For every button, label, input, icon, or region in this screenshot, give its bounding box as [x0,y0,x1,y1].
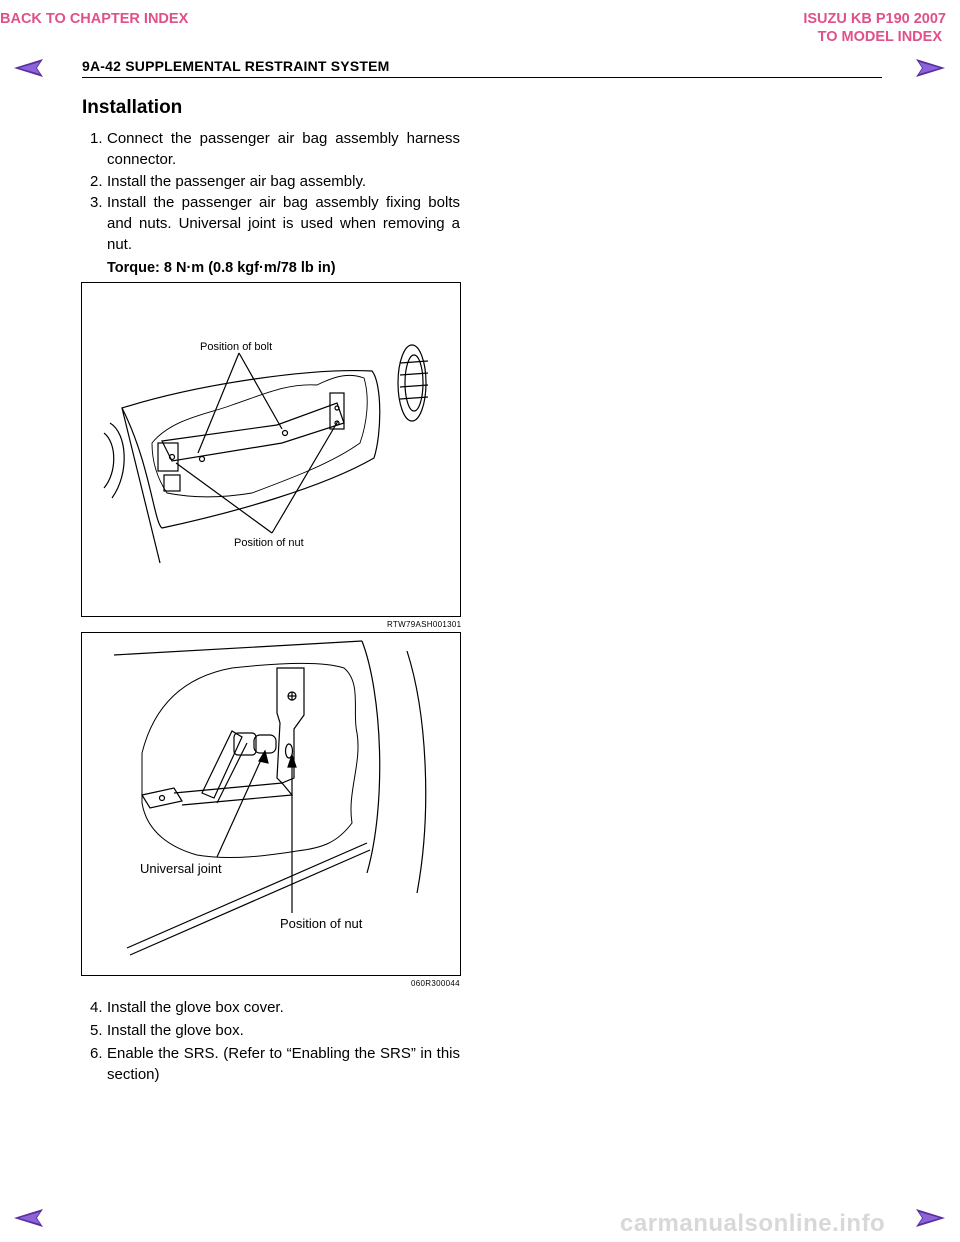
prev-page-arrow-icon[interactable] [13,57,45,79]
universal-joint-illustration [82,633,460,975]
next-page-arrow-icon[interactable] [914,1207,946,1229]
step-5 [90,1020,460,1041]
step-number: 5. [90,1022,103,1039]
step-text: Install the glove box. [107,1022,244,1039]
label-universal-joint: Universal joint [140,861,222,876]
figure-universal-joint [81,632,461,976]
step-number: 2. [90,173,103,190]
airbag-bolt-illustration [82,283,460,616]
torque-spec: Torque: 8 N·m (0.8 kgf·m/78 lb in) [107,260,336,276]
step-number: 3. [90,194,103,211]
step-text: Install the passenger air bag assembly. [107,173,367,190]
step-text: Connect the passenger air bag assembly harness connector. [107,130,460,168]
step-6 [90,1043,460,1085]
step-number: 6. [90,1045,103,1062]
page-header-title: 9A-42 SUPPLEMENTAL RESTRAINT SYSTEM [82,58,390,74]
step-text: Enable the SRS. (Refer to “Enabling the SRS” in this section) [107,1045,460,1083]
next-page-arrow-icon[interactable] [914,57,946,79]
to-model-index-link[interactable]: TO MODEL INDEX [817,29,942,45]
watermark: carmanualsonline.info [620,1210,886,1237]
step-3 [90,192,460,255]
header-divider [82,77,882,78]
step-2 [90,171,460,192]
step-number: 1. [90,130,103,147]
section-title: Installation [82,97,183,118]
back-to-chapter-index-link[interactable]: BACK TO CHAPTER INDEX [0,11,189,27]
step-1 [90,128,460,170]
figure-airbag-bolt-positions [81,282,461,617]
step-number: 4. [90,999,103,1016]
model-title-link[interactable]: ISUZU KB P190 2007 [803,11,946,27]
label-position-of-nut: Position of nut [234,537,304,549]
figure-code: 060R300044 [411,979,460,988]
step-text: Install the passenger air bag assembly fixing bolts and nuts. Universal joint is used when removing a nut. [107,194,460,253]
label-position-of-bolt: Position of bolt [200,341,273,353]
prev-page-arrow-icon[interactable] [13,1207,45,1229]
step-4 [90,997,460,1018]
step-text: Install the glove box cover. [107,999,284,1016]
label-position-of-nut: Position of nut [280,916,363,931]
figure-code: RTW79ASH001301 [387,620,462,629]
